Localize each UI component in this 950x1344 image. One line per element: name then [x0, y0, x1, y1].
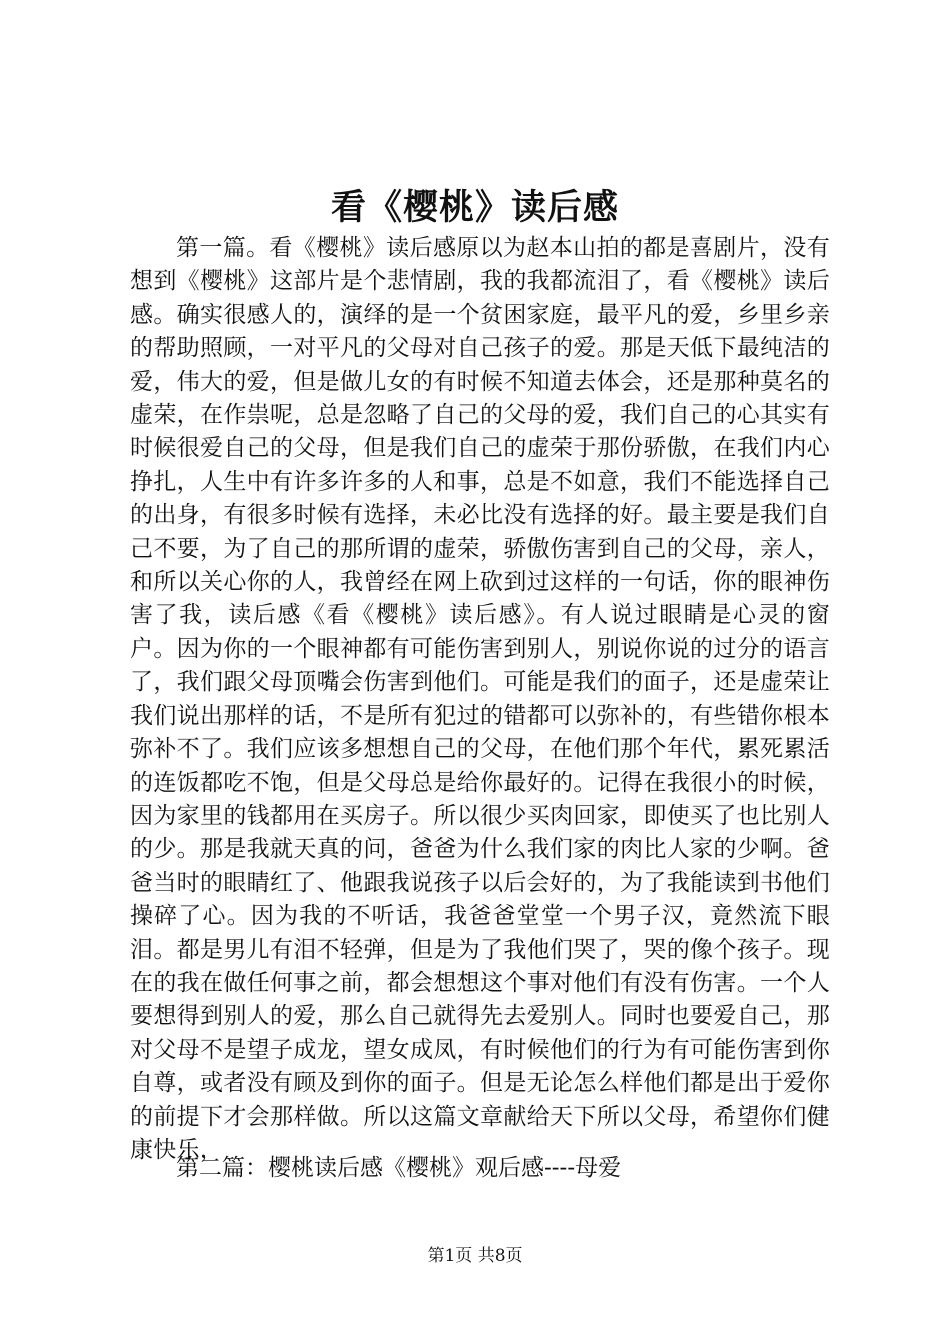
- page-title: 看《樱桃》读后感: [330, 187, 619, 228]
- section-heading-2: 第二篇：樱桃读后感《樱桃》观后感----母爱: [176, 1155, 622, 1181]
- page-number-footer: 第1页 共8页: [427, 1246, 523, 1266]
- body-paragraph-1: 第一篇。看《樱桃》读后感原以为赵本山拍的都是喜剧片，没有想到《樱桃》这部片是个悲情剧，我的我都流泪了，看《樱桃》读后感。确实很感人的，演绎的是一个贫困家庭，最平凡的爱，乡里乡亲的帮助照顾，一对平凡的父母对自己孩子的爱。那是天低下最纯洁的爱，伟大的爱，但是做儿女的有时候不知道去体会，还是那种莫名的虚荣，在作祟呢，总是忽略了自己的父母的爱，我们自己的心其实有时候很爱自己的父母，但是我们自己的虚荣于那份骄傲，在我们内心挣扎，人生中有许多许多的人和事，总是不如意，我们不能选择自己的出身，有很多时候有选择，未必比没有选择的好。最主要是我们自己不要，为了自己的那所谓的虚荣，骄傲伤害到自己的父母，亲人，和所以关心你的人，我曾经在网上砍到过这样的一句话，你的眼神伤害了我，读后感《看《樱桃》读后感》。有人说过眼睛是心灵的窗户。因为你的一个眼神都有可能伤害到别人，别说你说的过分的语言了，我们跟父母顶嘴会伤害到他们。可能是我们的面子，还是虚荣让我们说出那样的话，不是所有犯过的错都可以弥补的，有些错你根本弥补不了。我们应该多想想自己的父母，在他们那个年代，累死累活的连饭都吃不饱，但是父母总是给你最好的。记得在我很小的时候，因为家里的钱都用在买房子。所以很少买肉回家，即使买了也比别人的少。那是我就天真的问，爸爸为什么我们家的肉比人家的少啊。爸爸当时的眼睛红了、他跟我说孩子以后会好的，为了我能读到书他们操碎了心。因为我的不听话，我爸爸堂堂一个男子汉，竟然流下眼泪。都是男儿有泪不轻弹，但是为了我他们哭了，哭的像个孩子。现在的我在做任何事之前，都会想想这个事对他们有没有伤害。一个人要想得到别人的爱，那么自己就得先去爱别人。同时也要爱自己，那对父母不是望子成龙，望女成凤，有时候他们的行为有可能伤害到你自尊，或者没有顾及到你的面子。但是无论怎么样他们都是出于爱你的前提下才会那样做。所以这篇文章献给天下所以父母，希望你们健康快乐，: [130, 235, 830, 1163]
